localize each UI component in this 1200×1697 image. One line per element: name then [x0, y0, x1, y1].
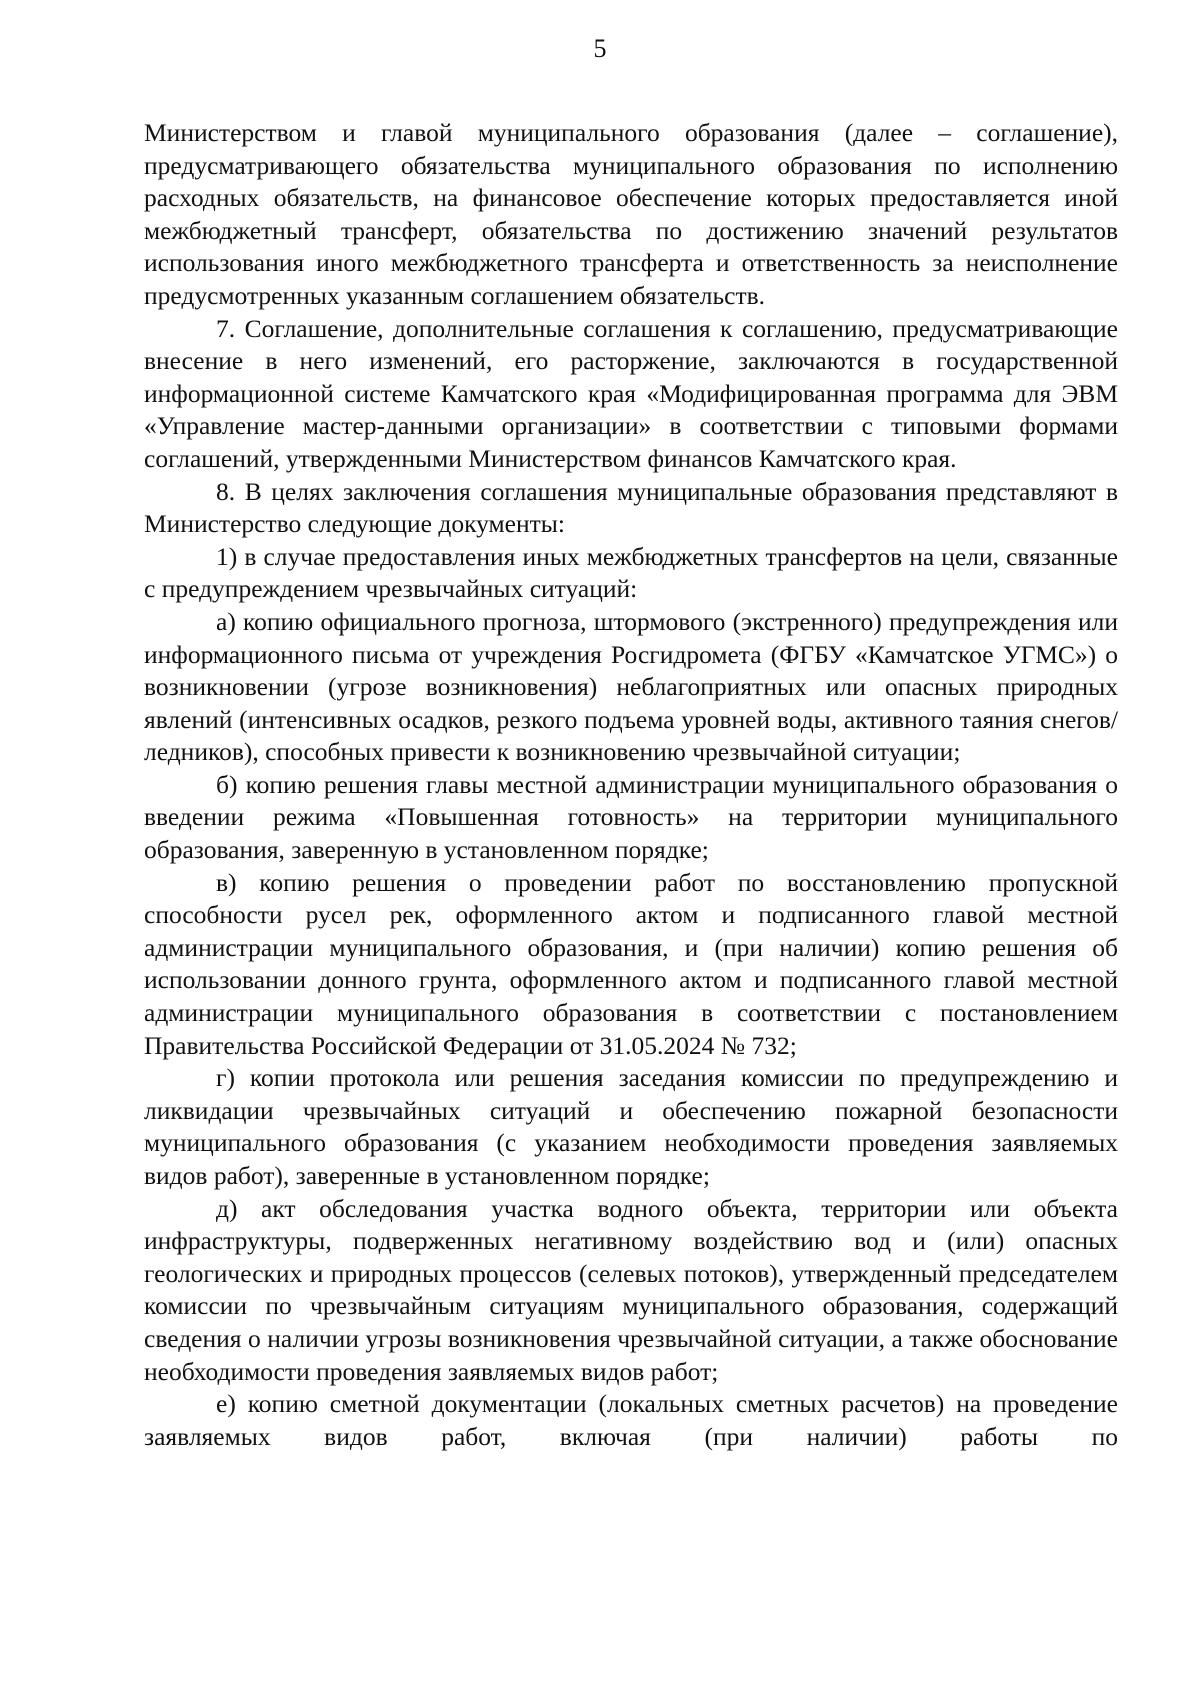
- paragraph-subitem-1: 1) в случае предоставления иных межбюджетных трансфертов на цели, связанные с предупреждением чрезвычайных ситуаций:: [144, 541, 1118, 604]
- page-number: 5: [593, 34, 607, 63]
- document-body: [144, 117, 1118, 1453]
- paragraph-subitem-d: д) акт обследования участка водного объекта, территории или объекта инфраструктуры, подверженных негативному воздействию вод и (или) опасных геологических и природных процессов (селевых потоков), утвержденный председателем комиссии по чрезвычайным ситуациям муниципального образования, содержащий сведения о наличии угрозы возникновения чрезвычайной ситуации, а также обоснование необходимости проведения заявляемых видов работ;: [144, 1193, 1118, 1386]
- paragraph-subitem-a: а) копию официального прогноза, штормового (экстренного) предупреждения или информационного письма от учреждения Росгидромета (ФГБУ «Камчатское УГМС») о возникновении (угрозе возникновения) неблагоприятных или опасных природных явлений (интенсивных осадков, резкого подъема уровней воды, активного таяния снегов/ледников), способных привести к возникновению чрезвычайной ситуации;: [144, 606, 1118, 767]
- paragraph-agreement-continuation: Министерством и главой муниципального образования (далее – соглашение), предусматривающего обязательства муниципального образования по исполнению расходных обязательств, на финансовое обеспечение которых предоставляется иной межбюджетный трансферт, обязательства по достижению значений результатов использования иного межбюджетного трансферта и ответственность за неисполнение предусмотренных указанным соглашением обязательств.: [144, 118, 1118, 310]
- paragraph-item-7: 7. Соглашение, дополнительные соглашения к соглашению, предусматривающие внесение в него изменений, его расторжение, заключаются в государственной информационной системе Камчатского края «Модифицированная программа для ЭВМ «Управление мастер-данными организации» в соответствии с типовыми формами соглашений, утвержденными Министерством финансов Камчатского края.: [144, 313, 1118, 473]
- paragraph-subitem-g: г) копии протокола или решения заседания комиссии по предупреждению и ликвидации чрезвычайных ситуаций и обеспечению пожарной безопасности муниципального образования (с указанием необходимости проведения заявляемых видов работ), заверенные в установленном порядке;: [144, 1063, 1118, 1190]
- paragraph-subitem-e: е) копию сметной документации (локальных сметных расчетов) на проведение заявляемых видов работ, включая (при наличии) работы по: [144, 1389, 1118, 1451]
- paragraph-subitem-b: б) копию решения главы местной администрации муниципального образования о введении режима «Повышенная готовность» на территории муниципального образования, заверенную в установленном порядке;: [144, 769, 1118, 865]
- paragraph-subitem-v: в) копию решения о проведении работ по восстановлению пропускной способности русел рек, оформленного актом и подписанного главой местной администрации муниципального образования, и (при наличии) копию решения об использовании донного грунта, оформленного актом и подписанного главой местной администрации муниципального образования в соответствии с постановлением Правительства Российской Федерации от 31.05.2024 № 732;: [144, 867, 1118, 1060]
- paragraph-item-8: 8. В целях заключения соглашения муниципальные образования представляют в Министерство следующие документы:: [144, 476, 1118, 539]
